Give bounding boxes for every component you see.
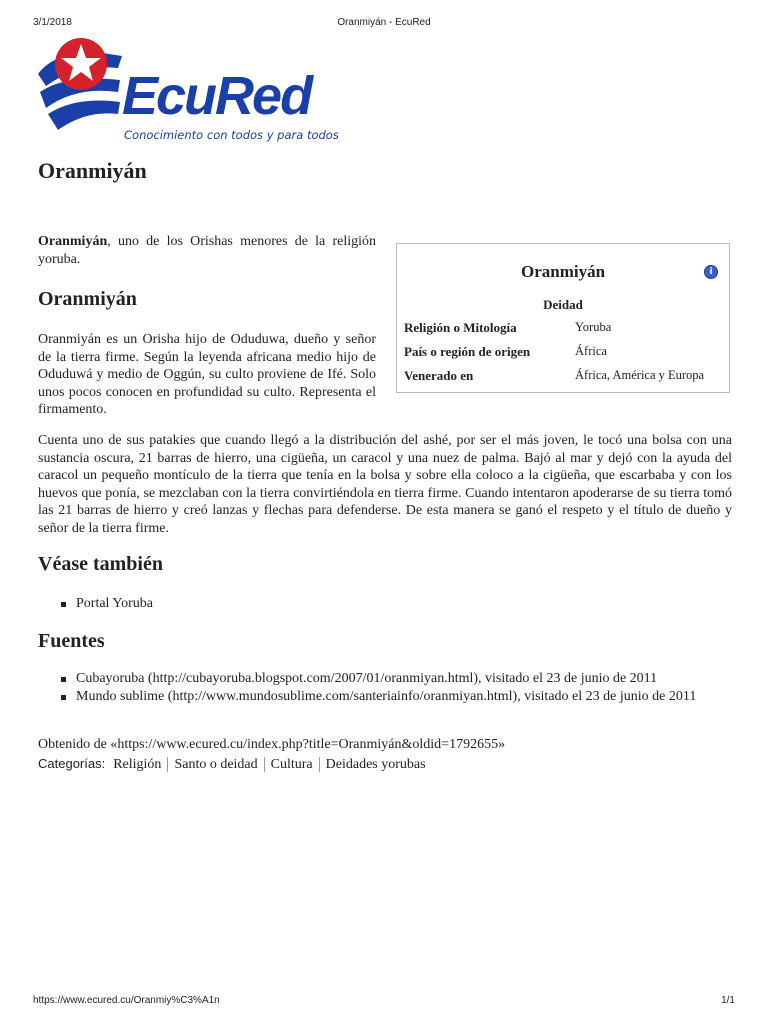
categories-label: Categorías: <box>38 756 106 771</box>
section-heading-see-also: Véase también <box>38 553 163 575</box>
infobox <box>396 243 730 393</box>
source-item[interactable]: Mundo sublime (http://www.mundosublime.com/santeriainfo/oranmiyan.html), visitado el 23 de junio de 2011 <box>38 688 732 706</box>
print-date: 3/1/2018 <box>33 17 72 28</box>
infobox-value: África <box>575 344 607 358</box>
page-title: Oranmiyán <box>38 158 147 183</box>
print-url: https://www.ecured.cu/Oranmiy%C3%A1n <box>33 995 220 1006</box>
infobox-row <box>404 368 724 388</box>
section-heading-oranmiyan: Oranmiyán <box>38 288 137 310</box>
infobox-title: Oranmiyán <box>520 262 606 281</box>
infobox-value: África, América y Europa <box>575 368 705 382</box>
info-icon[interactable]: i <box>704 265 718 279</box>
infobox-row <box>404 320 724 340</box>
category-link[interactable]: Deidades yorubas <box>319 757 432 772</box>
infobox-key: Religión o Mitología <box>404 320 517 335</box>
see-also-link-portal-yoruba[interactable]: Portal Yoruba <box>38 595 732 613</box>
print-page-count: 1/1 <box>721 995 735 1006</box>
logo-brand: EcuRed <box>122 66 312 126</box>
ecured-logo[interactable] <box>36 34 346 144</box>
intro-bold-term: Oranmiyán <box>38 234 108 249</box>
source-item[interactable]: Cubayoruba (http://cubayoruba.blogspot.com/2007/01/oranmiyan.html), visitado el 23 de junio de 2011 <box>38 670 732 688</box>
infobox-subtitle: Deidad <box>543 297 583 312</box>
obtained-from[interactable]: Obtenido de «https://www.ecured.cu/index.php?title=Oranmiyán&oldid=1792655» <box>38 737 506 752</box>
intro-text: , uno de los Orishas menores de la religión yoruba. <box>38 234 376 267</box>
body-paragraph: Cuenta uno de sus patakies que cuando llegó a la distribución del ashé, por ser el más joven, le tocó una bolsa con una sustancia oscura, 21 barras de hierro, una cigüeña, un caracol y una nuez de palma. Bajó al mar y dejó con la ayuda del caracol un pequeño montículo de la tierra que tenía en la bolsa y sobre ella coloco a la cigüeña, que escarbaba y con los huevos que ponía, se mezclaban con la tierra convirtiéndola en tierra firme. Cuando intentaron apoderarse de su tierra tomó las 21 barras de hierro y creó lanzas y flechas para defenderse. De esta manera se ganó el respeto y el título de dueño y señor de la tierra firme. <box>38 433 732 536</box>
print-title: Oranmiyán - EcuRed <box>337 17 431 28</box>
infobox-key: País o región de origen <box>404 344 531 359</box>
intro-paragraph <box>38 233 376 268</box>
category-link[interactable]: Cultura <box>264 757 319 772</box>
infobox-value: Yoruba <box>575 320 612 334</box>
body-paragraph: Oranmiyán es un Orisha hijo de Oduduwa, dueño y señor de la tierra firme. Según la leyenda africana medio hijo de Oduduwá y medio de Oggún, su culto proviene de Ifé. Solo unos pocos conocen en profundidad su culto. Representa el firmamento. <box>38 332 376 417</box>
see-also-list <box>38 595 732 613</box>
infobox-key: Venerado en <box>404 368 474 383</box>
categories-bar <box>38 755 432 773</box>
infobox-row <box>404 344 724 364</box>
category-link[interactable]: Santo o deidad <box>167 757 263 772</box>
section-heading-sources: Fuentes <box>38 630 105 652</box>
sources-list <box>38 670 732 705</box>
category-link[interactable]: Religión <box>113 757 162 772</box>
logo-tagline: Conocimiento con todos y para todos <box>124 128 339 142</box>
